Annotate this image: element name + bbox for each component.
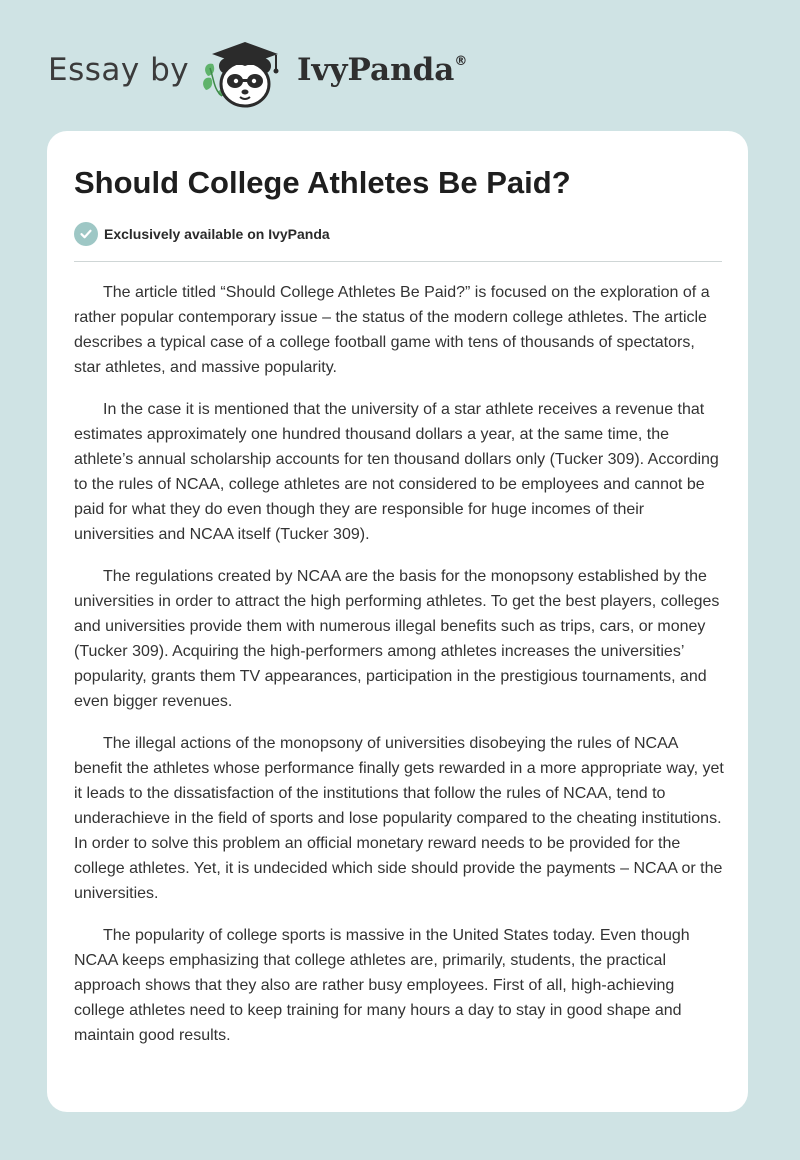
divider [74,261,722,262]
site-header [0,0,800,130]
page-title: Should College Athletes Be Paid? [74,165,571,200]
brand-name[interactable] [297,52,467,88]
ivypanda-logo[interactable] [200,34,295,112]
essay-paragraph: The illegal actions of the monopsony of universities disobeying the rules of NCAA benefit the athletes whose performance finally gets rewarded in a more appropriate way, yet it leads to the dissatisfaction of the institutions that follow the rules of NCAA, tend to underachieve in the field of sports and lose popularity compared to the cheating institutions. In order to solve this problem an official monetary reward needs to be provided for the college athletes. Yet, it is undecided which side should provide the payments – NCAA or the universities. [74,735,724,902]
essay-paragraph: The article titled “Should College Athletes Be Paid?” is focused on the exploration of a rather popular contemporary issue – the status of the modern college athletes. The article describes a typical case of a college football game with tens of thousands of spectators, star athletes, and massive popularity. [74,284,710,376]
panda-graduate-icon [200,34,295,112]
essay-paragraph: The regulations created by NCAA are the basis for the monopsony established by the universities in order to attract the high performing athletes. To get the best players, colleges and universities provide them with numerous illegal benefits such as trips, cars, or money (Tucker 309). Acquiring the high-performers among athletes increases the universities’ popularity, grants them TV appearances, participation in the prestigious tournaments, and even bigger revenues. [74,568,720,710]
exclusive-badge [74,222,330,246]
essay-body [74,280,725,1065]
exclusive-badge-label: Exclusively available on IvyPanda [104,226,330,242]
essay-paragraph: The popularity of college sports is massive in the United States today. Even though NCAA keeps emphasizing that college athletes are, primarily, students, the practical approach shows that they also are rather busy employees. First of all, high-achieving college athletes need to keep training for many hours a day to stay in good shape and maintain good results. [74,927,690,1044]
brand-name-text: IvyPanda [297,52,455,88]
essay-by-label: Essay by [48,52,190,88]
essay-card [47,131,748,1112]
essay-paragraph: In the case it is mentioned that the university of a star athlete receives a revenue that estimates approximately one hundred thousand dollars a year, at the same time, the athlete’s annual scholarship accounts for ten thousand dollars only (Tucker 309). According to the rules of NCAA, college athletes are not considered to be employees and cannot be paid for what they do even though they are responsible for huge incomes of their universities and NCAA itself (Tucker 309). [74,401,719,543]
check-icon [74,222,98,246]
registered-mark: ® [454,53,468,69]
